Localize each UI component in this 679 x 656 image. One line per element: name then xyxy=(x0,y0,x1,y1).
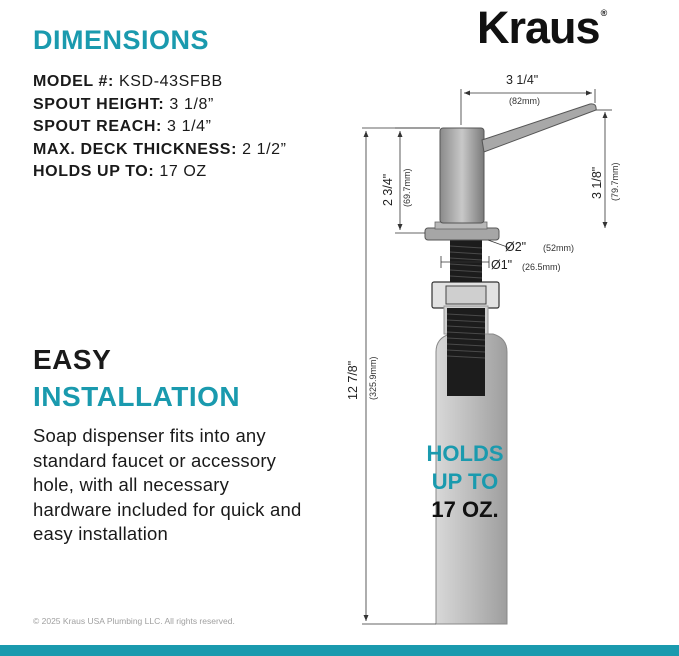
capacity-line2: UP TO xyxy=(431,469,499,494)
spout xyxy=(482,104,596,152)
capacity-callout xyxy=(410,440,520,524)
total-height-metric: (325.9mm) xyxy=(368,356,378,400)
spec-model: MODEL #: KSD-43SFBB xyxy=(33,73,223,90)
pump-height-label: 2 3/4" xyxy=(381,173,395,206)
spec-spout-reach: SPOUT REACH: 3 1/4” xyxy=(33,118,212,135)
pump-height-metric: (69.7mm) xyxy=(402,168,412,207)
shank-diameter-metric: (26.5mm) xyxy=(522,262,561,272)
installation-description: Soap dispenser fits into any standard faucet or accessory hole, with all necessary hardware included for quick and easy installation xyxy=(33,425,302,544)
pump-body xyxy=(440,128,484,223)
flange xyxy=(425,228,499,240)
dimensions-heading: DIMENSIONS xyxy=(33,25,210,55)
spec-capacity: HOLDS UP TO: 17 OZ xyxy=(33,163,207,180)
easy-heading: EASY xyxy=(33,344,112,375)
shank-diameter-label: Ø1" xyxy=(491,258,513,272)
flange-diameter-label: Ø2" xyxy=(505,240,527,254)
installation-heading: INSTALLATION xyxy=(33,381,241,412)
spec-deck-thickness: MAX. DECK THICKNESS: 2 1/2” xyxy=(33,140,287,158)
reach-label: 3 1/4" xyxy=(506,73,539,87)
capacity-line3: 17 OZ. xyxy=(431,497,499,522)
copyright-text: © 2025 Kraus USA Plumbing LLC. All rights reserved. xyxy=(33,616,235,626)
spec-spout-height: SPOUT HEIGHT: 3 1/8” xyxy=(33,95,214,113)
kraus-logo: Kraus® xyxy=(477,2,607,53)
flange-diameter-metric: (52mm) xyxy=(543,243,574,253)
spout-height-metric: (79.7mm) xyxy=(610,162,620,201)
total-height-label: 12 7/8" xyxy=(346,360,360,400)
spout-height-label: 3 1/8" xyxy=(590,166,604,199)
reach-metric: (82mm) xyxy=(509,96,540,106)
capacity-line1: HOLDS xyxy=(426,441,504,466)
